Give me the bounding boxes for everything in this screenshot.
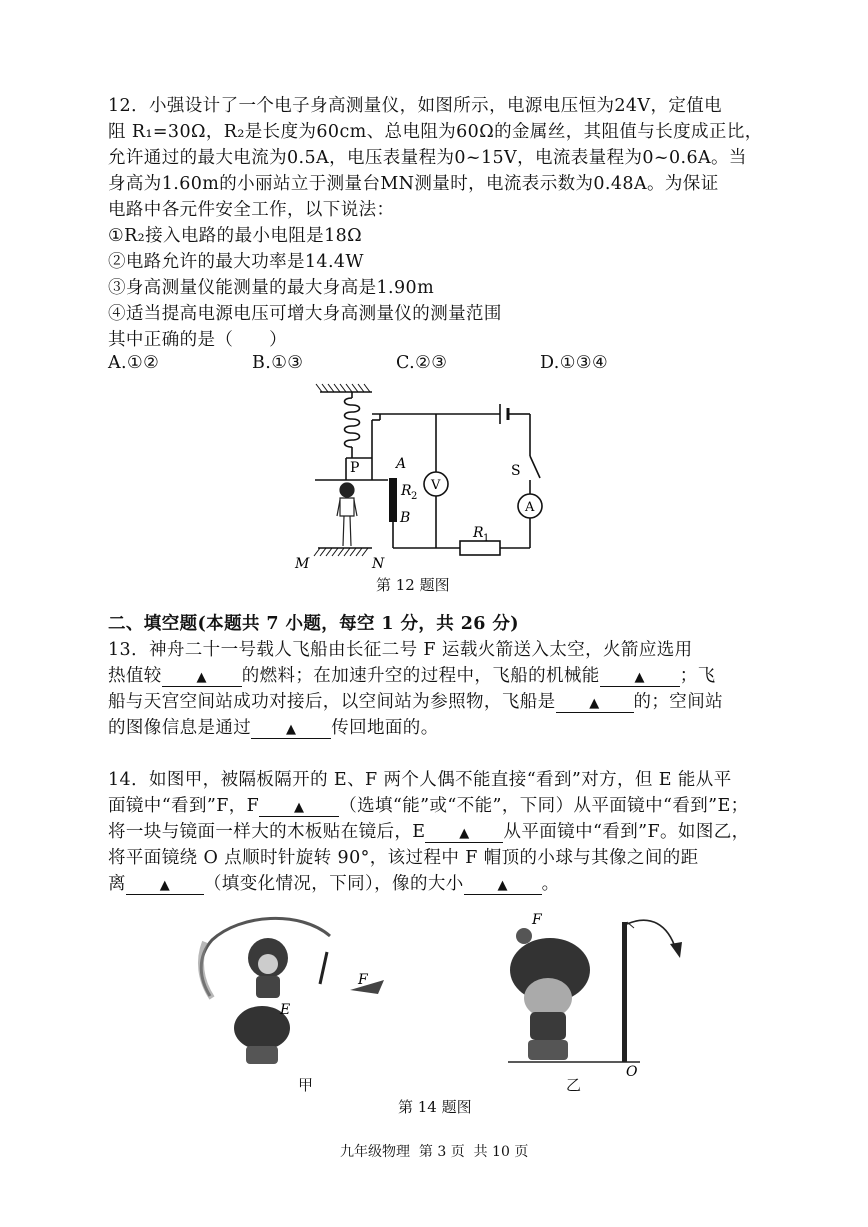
q13-line-2: 热值较▲ 的燃料；在加速升空的过程中，飞船的机械能▲ ；飞 (108, 662, 716, 687)
q14-line-5: 离▲ （填变化情况，下同），像的大小▲ 。 (108, 870, 560, 895)
figure-jia-drawing (201, 918, 384, 1064)
q12-line-1: 12．小强设计了一个电子身高测量仪，如图所示，电源电压恒为24V，定值电 (108, 96, 723, 116)
q12-option-c: C.②③ (396, 353, 448, 373)
q14-blank-2[interactable] (425, 822, 503, 843)
q12-option-d: D.①③④ (540, 353, 609, 373)
jia-label-f: F (358, 972, 368, 988)
q12-line-4: 身高为1.60m的小丽站立于测量台MN测量时，电流表示数为0.48A。为保证 (108, 174, 719, 194)
q14-line-3: 将一块与镜面一样大的木板贴在镜后，E▲ 从平面镜中“看到”F。如图乙， (108, 818, 750, 843)
label-a-end: A (396, 456, 407, 472)
label-r1: R (473, 525, 484, 541)
q13-blank-2[interactable] (600, 666, 680, 687)
figure-yi-label: 乙 (566, 1076, 582, 1094)
label-p: P (350, 460, 360, 476)
q13-blank-1[interactable] (162, 666, 242, 687)
jia-label-e: E (280, 1002, 291, 1018)
q12-statement-3: ③身高测量仪能测量的最大身高是1.90m (108, 278, 435, 298)
q12-statement-4: ④适当提高电源电压可增大身高测量仪的测量范围 (108, 304, 502, 324)
q14-figure-caption: 第 14 题图 (398, 1098, 472, 1116)
yi-label-o: O (626, 1064, 638, 1080)
ammeter-label: A (525, 500, 535, 515)
q14-blank-1[interactable] (259, 796, 339, 817)
q14-figure (0, 900, 868, 1120)
q12-statement-1: ①R₂接入电路的最小电阻是18Ω (108, 226, 363, 246)
label-r1-sub: 1 (483, 533, 490, 544)
q12-option-a: A.①② (108, 353, 160, 373)
label-m: M (295, 556, 310, 572)
q12-line-3: 允许通过的最大电流为0.5A，电压表量程为0~15V，电流表量程为0~0.6A。当 (108, 148, 747, 168)
q14-blank-3[interactable] (126, 874, 204, 895)
q14-blank-4[interactable] (464, 874, 542, 895)
q12-statement-2: ②电路允许的最大功率是14.4W (108, 252, 364, 272)
label-r2-sub: 2 (411, 491, 418, 502)
q13-blank-3[interactable] (556, 692, 634, 713)
q12-circuit-figure (0, 0, 868, 600)
switch-label: S (511, 463, 521, 479)
q12-prompt: 其中正确的是（ ） (108, 330, 287, 350)
q14-line-1: 14．如图甲，被隔板隔开的 E、F 两个人偶不能直接“看到”对方，但 E 能从平 (108, 770, 732, 790)
page-footer: 九年级物理 第 3 页 共 10 页 (340, 1144, 529, 1160)
label-r2: R (401, 483, 412, 499)
q12-figure-caption: 第 12 题图 (376, 576, 450, 594)
q13-line-1: 13．神舟二十一号载人飞船由长征二号 F 运载火箭送入太空，火箭应选用 (108, 640, 693, 660)
q13-line-4: 的图像信息是通过▲ 传回地面的。 (108, 714, 439, 739)
q13-line-3: 船与天宫空间站成功对接后，以空间站为参照物，飞船是▲ 的；空间站 (108, 688, 723, 713)
yi-label-f: F (532, 912, 542, 928)
section-2-title: 二、填空题(本题共 7 小题，每空 1 分，共 26 分) (108, 614, 519, 634)
q12-option-b: B.①③ (252, 353, 304, 373)
q14-line-4: 将平面镜绕 O 点顺时针旋转 90°，该过程中 F 帽顶的小球与其像之间的距 (108, 848, 699, 868)
voltmeter-label: V (431, 478, 441, 493)
figure-yi-drawing (508, 912, 682, 1080)
q12-line-2: 阻 R₁=30Ω，R₂是长度为60cm、总电阻为60Ω的金属丝，其阻值与长度成正比， (108, 122, 763, 142)
q13-blank-4[interactable] (251, 718, 331, 739)
label-n: N (372, 556, 385, 572)
q14-line-2: 面镜中“看到”F，F▲ （选填“能”或“不能”，下同）从平面镜中“看到”E； (108, 792, 749, 817)
figure-jia-label: 甲 (298, 1076, 314, 1094)
label-b-end: B (400, 510, 411, 526)
q12-line-5: 电路中各元件安全工作，以下说法： (108, 200, 395, 220)
